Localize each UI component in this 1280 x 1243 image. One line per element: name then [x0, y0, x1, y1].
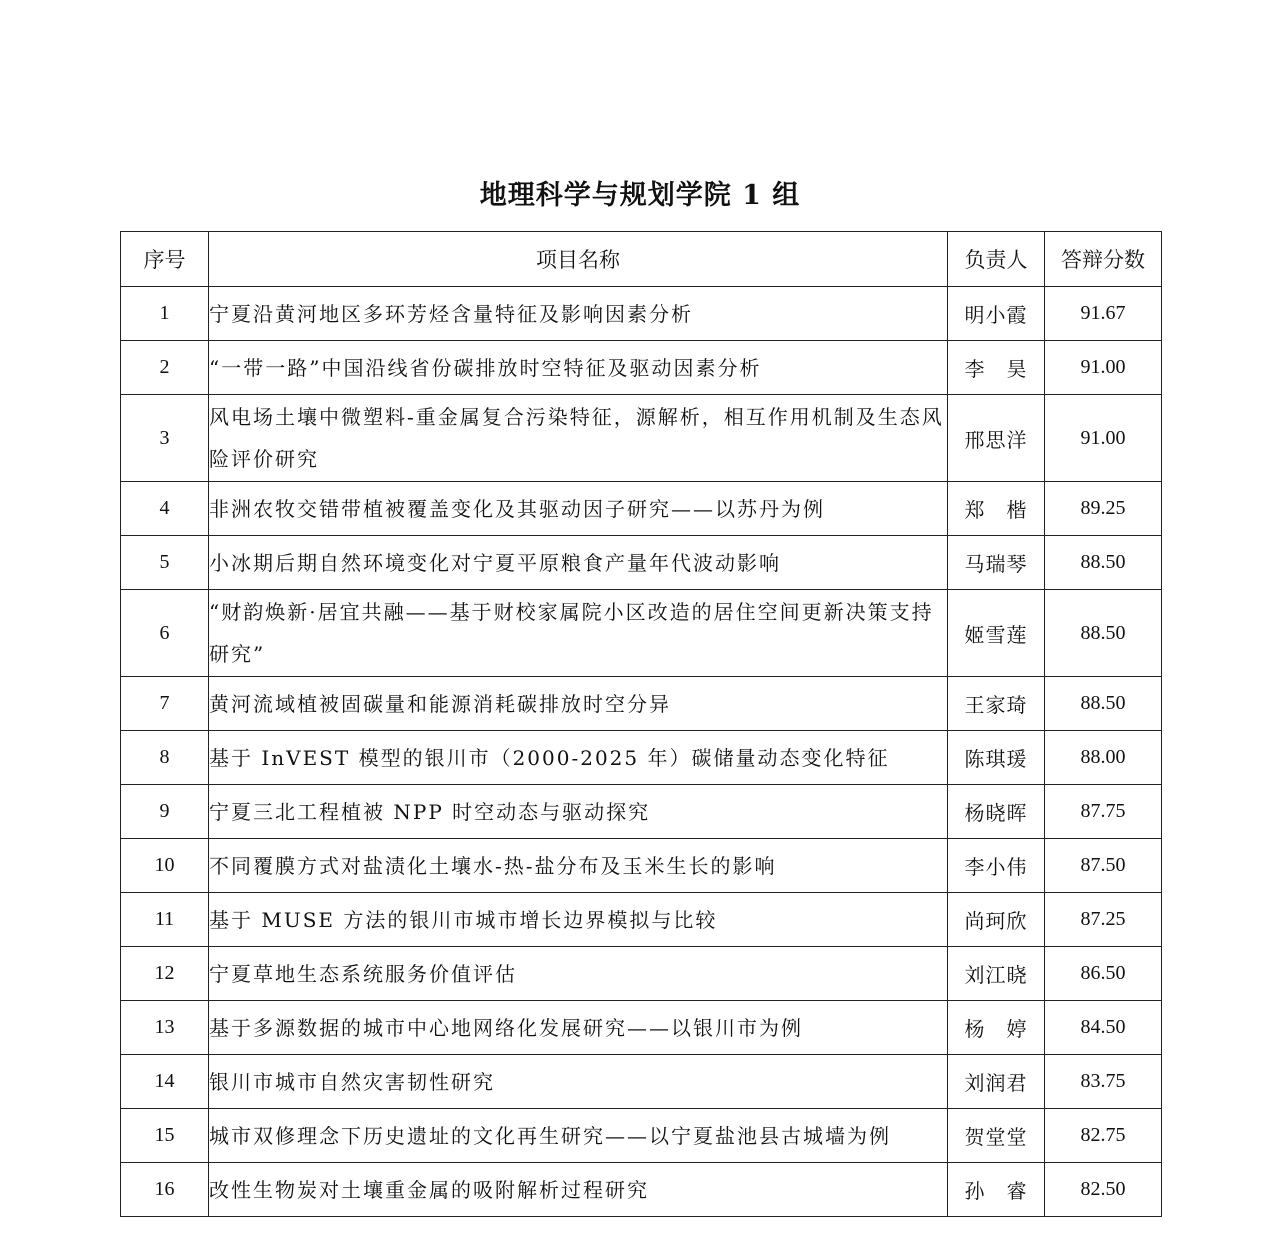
- row-project: 基于 InVEST 模型的银川市（2000-2025 年）碳储量动态变化特征: [209, 731, 948, 785]
- row-leader: 孙 睿: [948, 1163, 1045, 1217]
- row-project: 改性生物炭对土壤重金属的吸附解析过程研究: [209, 1163, 948, 1217]
- row-score: 86.50: [1045, 947, 1162, 1001]
- row-leader: 王家琦: [948, 677, 1045, 731]
- row-project: 小冰期后期自然环境变化对宁夏平原粮食产量年代波动影响: [209, 536, 948, 590]
- table-row: [121, 395, 1162, 482]
- table-row: [121, 893, 1162, 947]
- row-index: 11: [121, 893, 209, 947]
- row-index: 7: [121, 677, 209, 731]
- row-score: 89.25: [1045, 482, 1162, 536]
- row-index: 6: [121, 590, 209, 677]
- row-index: 5: [121, 536, 209, 590]
- row-score: 84.50: [1045, 1001, 1162, 1055]
- row-index: 13: [121, 1001, 209, 1055]
- row-index: 4: [121, 482, 209, 536]
- table-row: [121, 1109, 1162, 1163]
- row-index: 16: [121, 1163, 209, 1217]
- row-score: 87.50: [1045, 839, 1162, 893]
- table-row: [121, 536, 1162, 590]
- row-score: 88.50: [1045, 677, 1162, 731]
- row-project: 宁夏草地生态系统服务价值评估: [209, 947, 948, 1001]
- row-score: 82.75: [1045, 1109, 1162, 1163]
- table-row: [121, 947, 1162, 1001]
- table-row: [121, 287, 1162, 341]
- row-leader: 邢思洋: [948, 395, 1045, 482]
- score-table: [120, 231, 1162, 1217]
- table-row: [121, 482, 1162, 536]
- row-score: 91.00: [1045, 395, 1162, 482]
- row-leader: 刘润君: [948, 1055, 1045, 1109]
- table-row: [121, 1001, 1162, 1055]
- header-score: 答辩分数: [1045, 232, 1162, 287]
- table-row: [121, 785, 1162, 839]
- table-row: [121, 677, 1162, 731]
- page-title: 地理科学与规划学院 1 组: [479, 180, 801, 211]
- table-row: [121, 1055, 1162, 1109]
- table-row: [121, 839, 1162, 893]
- row-index: 15: [121, 1109, 209, 1163]
- row-score: 82.50: [1045, 1163, 1162, 1217]
- row-score: 88.00: [1045, 731, 1162, 785]
- row-index: 1: [121, 287, 209, 341]
- header-leader: 负责人: [948, 232, 1045, 287]
- table-row: [121, 731, 1162, 785]
- row-project: 风电场土壤中微塑料-重金属复合污染特征，源解析，相互作用机制及生态风险评价研究: [209, 395, 948, 482]
- row-leader: 郑 楷: [948, 482, 1045, 536]
- row-project: “财韵焕新·居宜共融——基于财校家属院小区改造的居住空间更新决策支持研究”: [209, 590, 948, 677]
- row-leader: 杨晓晖: [948, 785, 1045, 839]
- row-index: 10: [121, 839, 209, 893]
- table-row: [121, 1163, 1162, 1217]
- row-score: 87.25: [1045, 893, 1162, 947]
- row-score: 88.50: [1045, 590, 1162, 677]
- row-leader: 陈琪瑗: [948, 731, 1045, 785]
- row-score: 83.75: [1045, 1055, 1162, 1109]
- row-project: 宁夏三北工程植被 NPP 时空动态与驱动探究: [209, 785, 948, 839]
- row-project: “一带一路”中国沿线省份碳排放时空特征及驱动因素分析: [209, 341, 948, 395]
- row-project: 城市双修理念下历史遗址的文化再生研究——以宁夏盐池县古城墙为例: [209, 1109, 948, 1163]
- row-leader: 杨 婷: [948, 1001, 1045, 1055]
- row-score: 91.67: [1045, 287, 1162, 341]
- row-score: 88.50: [1045, 536, 1162, 590]
- row-leader: 尚珂欣: [948, 893, 1045, 947]
- row-project: 基于 MUSE 方法的银川市城市增长边界模拟与比较: [209, 893, 948, 947]
- row-leader: 姬雪莲: [948, 590, 1045, 677]
- row-index: 12: [121, 947, 209, 1001]
- header-index: 序号: [121, 232, 209, 287]
- table-row: [121, 341, 1162, 395]
- row-leader: 明小霞: [948, 287, 1045, 341]
- row-project: 黄河流域植被固碳量和能源消耗碳排放时空分异: [209, 677, 948, 731]
- row-leader: 马瑞琴: [948, 536, 1045, 590]
- row-leader: 李 昊: [948, 341, 1045, 395]
- row-index: 2: [121, 341, 209, 395]
- row-project: 不同覆膜方式对盐渍化土壤水-热-盐分布及玉米生长的影响: [209, 839, 948, 893]
- row-project: 宁夏沿黄河地区多环芳烃含量特征及影响因素分析: [209, 287, 948, 341]
- row-score: 91.00: [1045, 341, 1162, 395]
- row-project: 基于多源数据的城市中心地网络化发展研究——以银川市为例: [209, 1001, 948, 1055]
- table-header-row: [121, 232, 1162, 287]
- row-leader: 李小伟: [948, 839, 1045, 893]
- row-project: 银川市城市自然灾害韧性研究: [209, 1055, 948, 1109]
- row-index: 8: [121, 731, 209, 785]
- row-score: 87.75: [1045, 785, 1162, 839]
- header-project: 项目名称: [209, 232, 948, 287]
- table-row: [121, 590, 1162, 677]
- row-index: 9: [121, 785, 209, 839]
- row-index: 14: [121, 1055, 209, 1109]
- row-project: 非洲农牧交错带植被覆盖变化及其驱动因子研究——以苏丹为例: [209, 482, 948, 536]
- row-leader: 刘江晓: [948, 947, 1045, 1001]
- row-leader: 贺堂堂: [948, 1109, 1045, 1163]
- row-index: 3: [121, 395, 209, 482]
